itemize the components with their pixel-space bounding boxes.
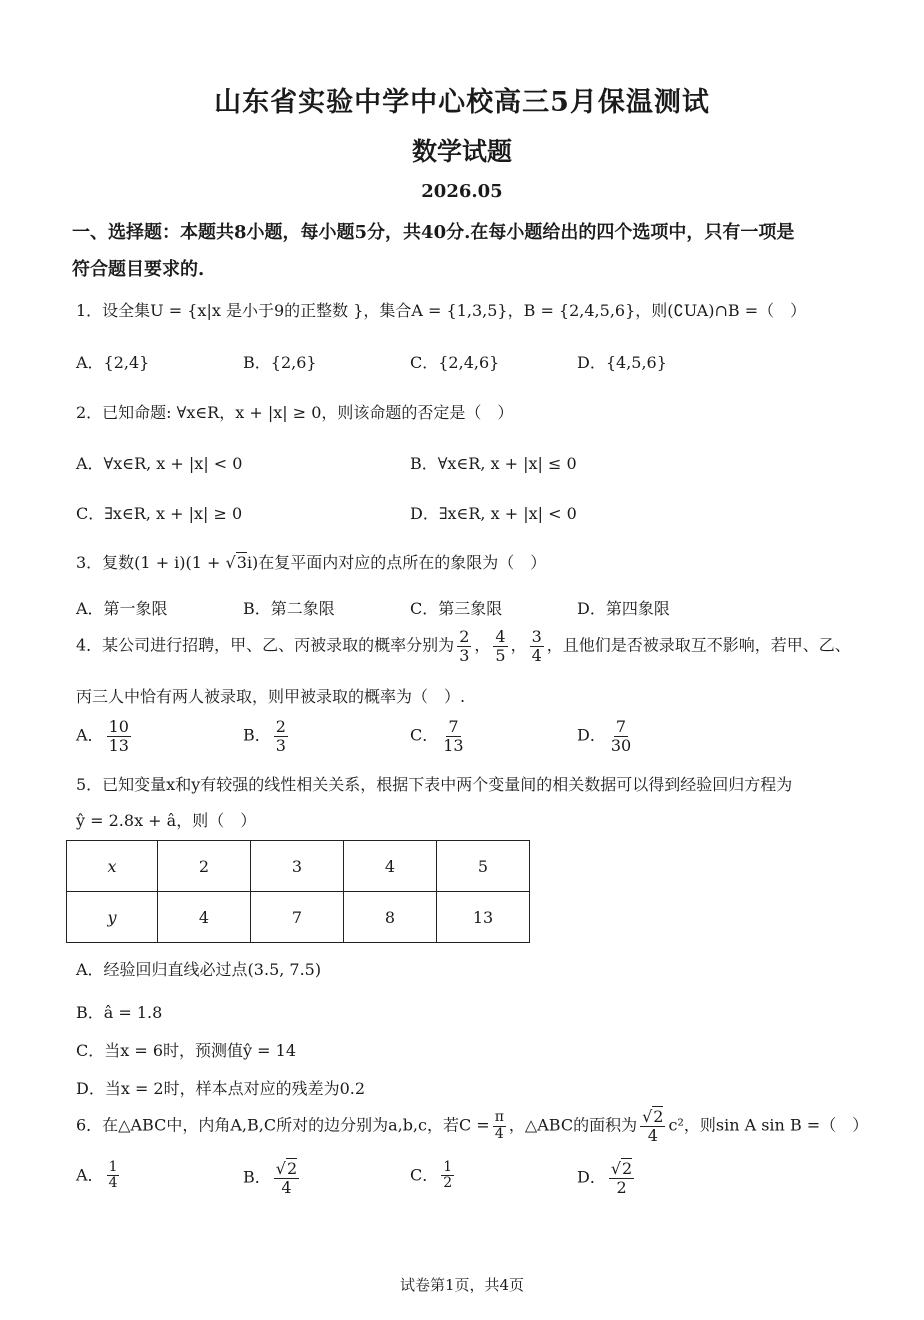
q1-option-c: C．{2,4,6} [410, 353, 500, 372]
q6-area-sqrt: 2 [653, 1107, 664, 1126]
q4-opt-a-num: 10 [108, 717, 129, 736]
q4-fraction-yi [493, 628, 507, 664]
q6-opt-b-sqrt: 2 [286, 1159, 298, 1178]
q3-option-b: B．第二象限 [243, 599, 335, 618]
sqrt-symbol: √ [610, 1159, 622, 1178]
q6-option-c [410, 1160, 457, 1192]
question-1: 1．设全集U = {x|x 是小于9的正整数 }，集合A = {1,3,5}，B = {2,4,5,6}，则(∁UA)∩B =（ ） [76, 301, 807, 320]
page-footer: 试卷第1页，共4页 [399, 1276, 525, 1294]
section-heading-line1: 一、选择题：本题共8小题，每小题5分，共40分.在每小题给出的四个选项中，只有一项是 [72, 222, 795, 243]
table-cell: 4 [344, 841, 437, 892]
q4-option-b [243, 718, 291, 754]
question-5-line2: ŷ = 2.8x + â，则（ ） [76, 811, 257, 830]
table-cell: 8 [344, 892, 437, 943]
q5-option-d: D．当x = 2时，样本点对应的残差为0.2 [76, 1079, 366, 1098]
sqrt-symbol: √ [275, 1159, 286, 1178]
q6-option-a [76, 1160, 122, 1192]
q6-opt-a-den: 4 [108, 1175, 118, 1192]
q4-opt-d-num: 7 [615, 717, 627, 736]
sqrt-symbol: √ [642, 1107, 653, 1126]
q6-opt-c-num: 1 [443, 1159, 453, 1175]
q6-opt-d-label: D． [577, 1167, 606, 1187]
table-cell: 2 [158, 841, 251, 892]
q4-opt-b-num: 2 [275, 717, 286, 736]
table-cell: 4 [158, 892, 251, 943]
q5-option-a: A．经验回归直线必过点(3.5, 7.5) [76, 960, 322, 979]
question-6 [76, 1108, 868, 1144]
q4-f2-num: 4 [495, 627, 506, 646]
q4-f3-den: 4 [531, 645, 542, 665]
q6-opt-b-label: B． [243, 1167, 271, 1187]
q4-fraction-bing [530, 628, 544, 664]
q6-opt-c-frac [441, 1160, 454, 1192]
table-row [67, 892, 530, 943]
q6-opt-b-den: 4 [281, 1177, 292, 1197]
q4-f1-num: 2 [459, 627, 470, 646]
q4-opt-a-label: A． [76, 725, 104, 745]
q4-f1-den: 3 [459, 645, 470, 665]
q4-opt-c-num: 7 [448, 717, 459, 736]
section-heading-line2: 符合题目要求的. [72, 259, 205, 280]
q1-option-a: A．{2,4} [76, 353, 150, 372]
q4-fraction-jia [457, 628, 471, 664]
question-3 [76, 550, 546, 573]
q6-opt-a-num: 1 [108, 1159, 118, 1175]
question-4-line1: 4．某公司进行招聘，甲、乙、丙被录取的概率分别为 $\frac{2}{3}$ ， $\frac{4}{5}$ ， $\frac{3}{4}$ ，且他们是否被录取互不影响，若甲、乙、 [76, 627, 851, 665]
q6-opt-d-frac [609, 1160, 634, 1196]
table-cell: 7 [251, 892, 344, 943]
q2-option-c: C．∃x∈R, x + |x| ≥ 0 [76, 504, 243, 523]
q5-option-b: B．â = 1.8 [76, 1003, 163, 1022]
q4-option-d [577, 718, 636, 754]
q4-opt-d-frac [609, 718, 633, 754]
q4-option-c [410, 718, 469, 754]
q4-opt-d-den: 30 [610, 735, 632, 755]
q4-text-after: ，且他们是否被录取互不影响，若甲、乙、 [546, 635, 851, 655]
q4-f2-den: 5 [495, 645, 506, 665]
q4-opt-b-frac [274, 718, 288, 754]
q6-area-frac [640, 1108, 665, 1144]
q4-opt-c-den: 13 [443, 735, 464, 755]
q6-option-b [243, 1160, 302, 1196]
q3-text-before: 3．复数(1 + i)(1 + [76, 553, 226, 572]
q4-opt-b-label: B． [243, 725, 271, 745]
q6-angle-frac [493, 1110, 506, 1142]
q4-opt-a-frac [107, 718, 131, 754]
q2-option-b: B．∀x∈R, x + |x| ≤ 0 [410, 454, 577, 473]
q6-option-d [577, 1160, 637, 1196]
q6-text-after: c²，则sin A sin B =（ ） [668, 1115, 869, 1135]
q6-opt-b-frac [274, 1160, 299, 1196]
exam-subject: 数学试题 [411, 137, 512, 166]
q2-option-a: A．∀x∈R, x + |x| < 0 [76, 454, 243, 473]
q6-opt-d-sqrt: 2 [622, 1159, 633, 1178]
q4-opt-a-den: 13 [108, 735, 129, 755]
table-cell: 5 [437, 841, 530, 892]
q6-c-den: 4 [494, 1125, 504, 1142]
q6-text-mid: ，△ABC的面积为 [508, 1115, 638, 1135]
q3-option-d: D．第四象限 [577, 599, 670, 618]
q3-option-c: C．第三象限 [410, 599, 503, 618]
q6-opt-d-num [609, 1160, 634, 1179]
exam-date: 2026.05 [421, 181, 503, 202]
q1-option-b: B．{2,6} [243, 353, 317, 372]
q1-option-d: D．{4,5,6} [577, 353, 667, 372]
q4-f3-num: 3 [531, 627, 542, 646]
exam-title: 山东省实验中学中心校高三5月保温测试 [214, 87, 710, 118]
q2-option-d: D．∃x∈R, x + |x| < 0 [410, 504, 577, 523]
q4-option-a [76, 718, 134, 754]
q4-opt-d-label: D． [577, 725, 606, 745]
q6-opt-c-label: C． [410, 1165, 439, 1185]
q3-option-a: A．第一象限 [76, 599, 168, 618]
table-cell: 13 [437, 892, 530, 943]
q6-area-den: 4 [647, 1125, 658, 1145]
question-4-line2: 丙三人中恰有两人被录取，则甲被录取的概率为（ ）. [76, 687, 466, 706]
q3-sqrt-arg: 3 [236, 553, 247, 572]
data-table [66, 840, 530, 943]
q4-opt-c-frac [441, 718, 465, 754]
q4-opt-b-den: 3 [275, 735, 286, 755]
table-cell: x [67, 841, 158, 892]
q6-opt-a-frac [107, 1160, 120, 1192]
table-cell: 3 [251, 841, 344, 892]
question-2: 2．已知命题: ∀x∈R，x + |x| ≥ 0，则该命题的否定是（ ） [76, 403, 514, 422]
q4-text-before: 4．某公司进行招聘，甲、乙、丙被录取的概率分别为 [76, 635, 455, 655]
q6-opt-d-den: 2 [616, 1177, 627, 1197]
sqrt-symbol: √ [225, 553, 236, 572]
q5-option-c: C．当x = 6时，预测值ŷ = 14 [76, 1041, 297, 1060]
q6-area-num [640, 1108, 665, 1127]
table-cell: y [67, 892, 158, 943]
q6-c-num: π [494, 1109, 504, 1126]
q6-text-before: 6．在△ABC中，内角A,B,C所对的边分别为a,b,c，若C = [76, 1115, 490, 1135]
q6-opt-a-label: A． [76, 1165, 104, 1185]
question-5-line1: 5．已知变量x和y有较强的线性相关关系，根据下表中两个变量间的相关数据可以得到经验回归方程为 [76, 775, 793, 794]
q4-opt-c-label: C． [410, 725, 439, 745]
q3-text-after: i)在复平面内对应的点所在的象限为（ ） [246, 553, 547, 572]
q6-opt-b-num [274, 1160, 299, 1179]
q6-opt-c-den: 2 [443, 1175, 453, 1192]
table-row [67, 841, 530, 892]
